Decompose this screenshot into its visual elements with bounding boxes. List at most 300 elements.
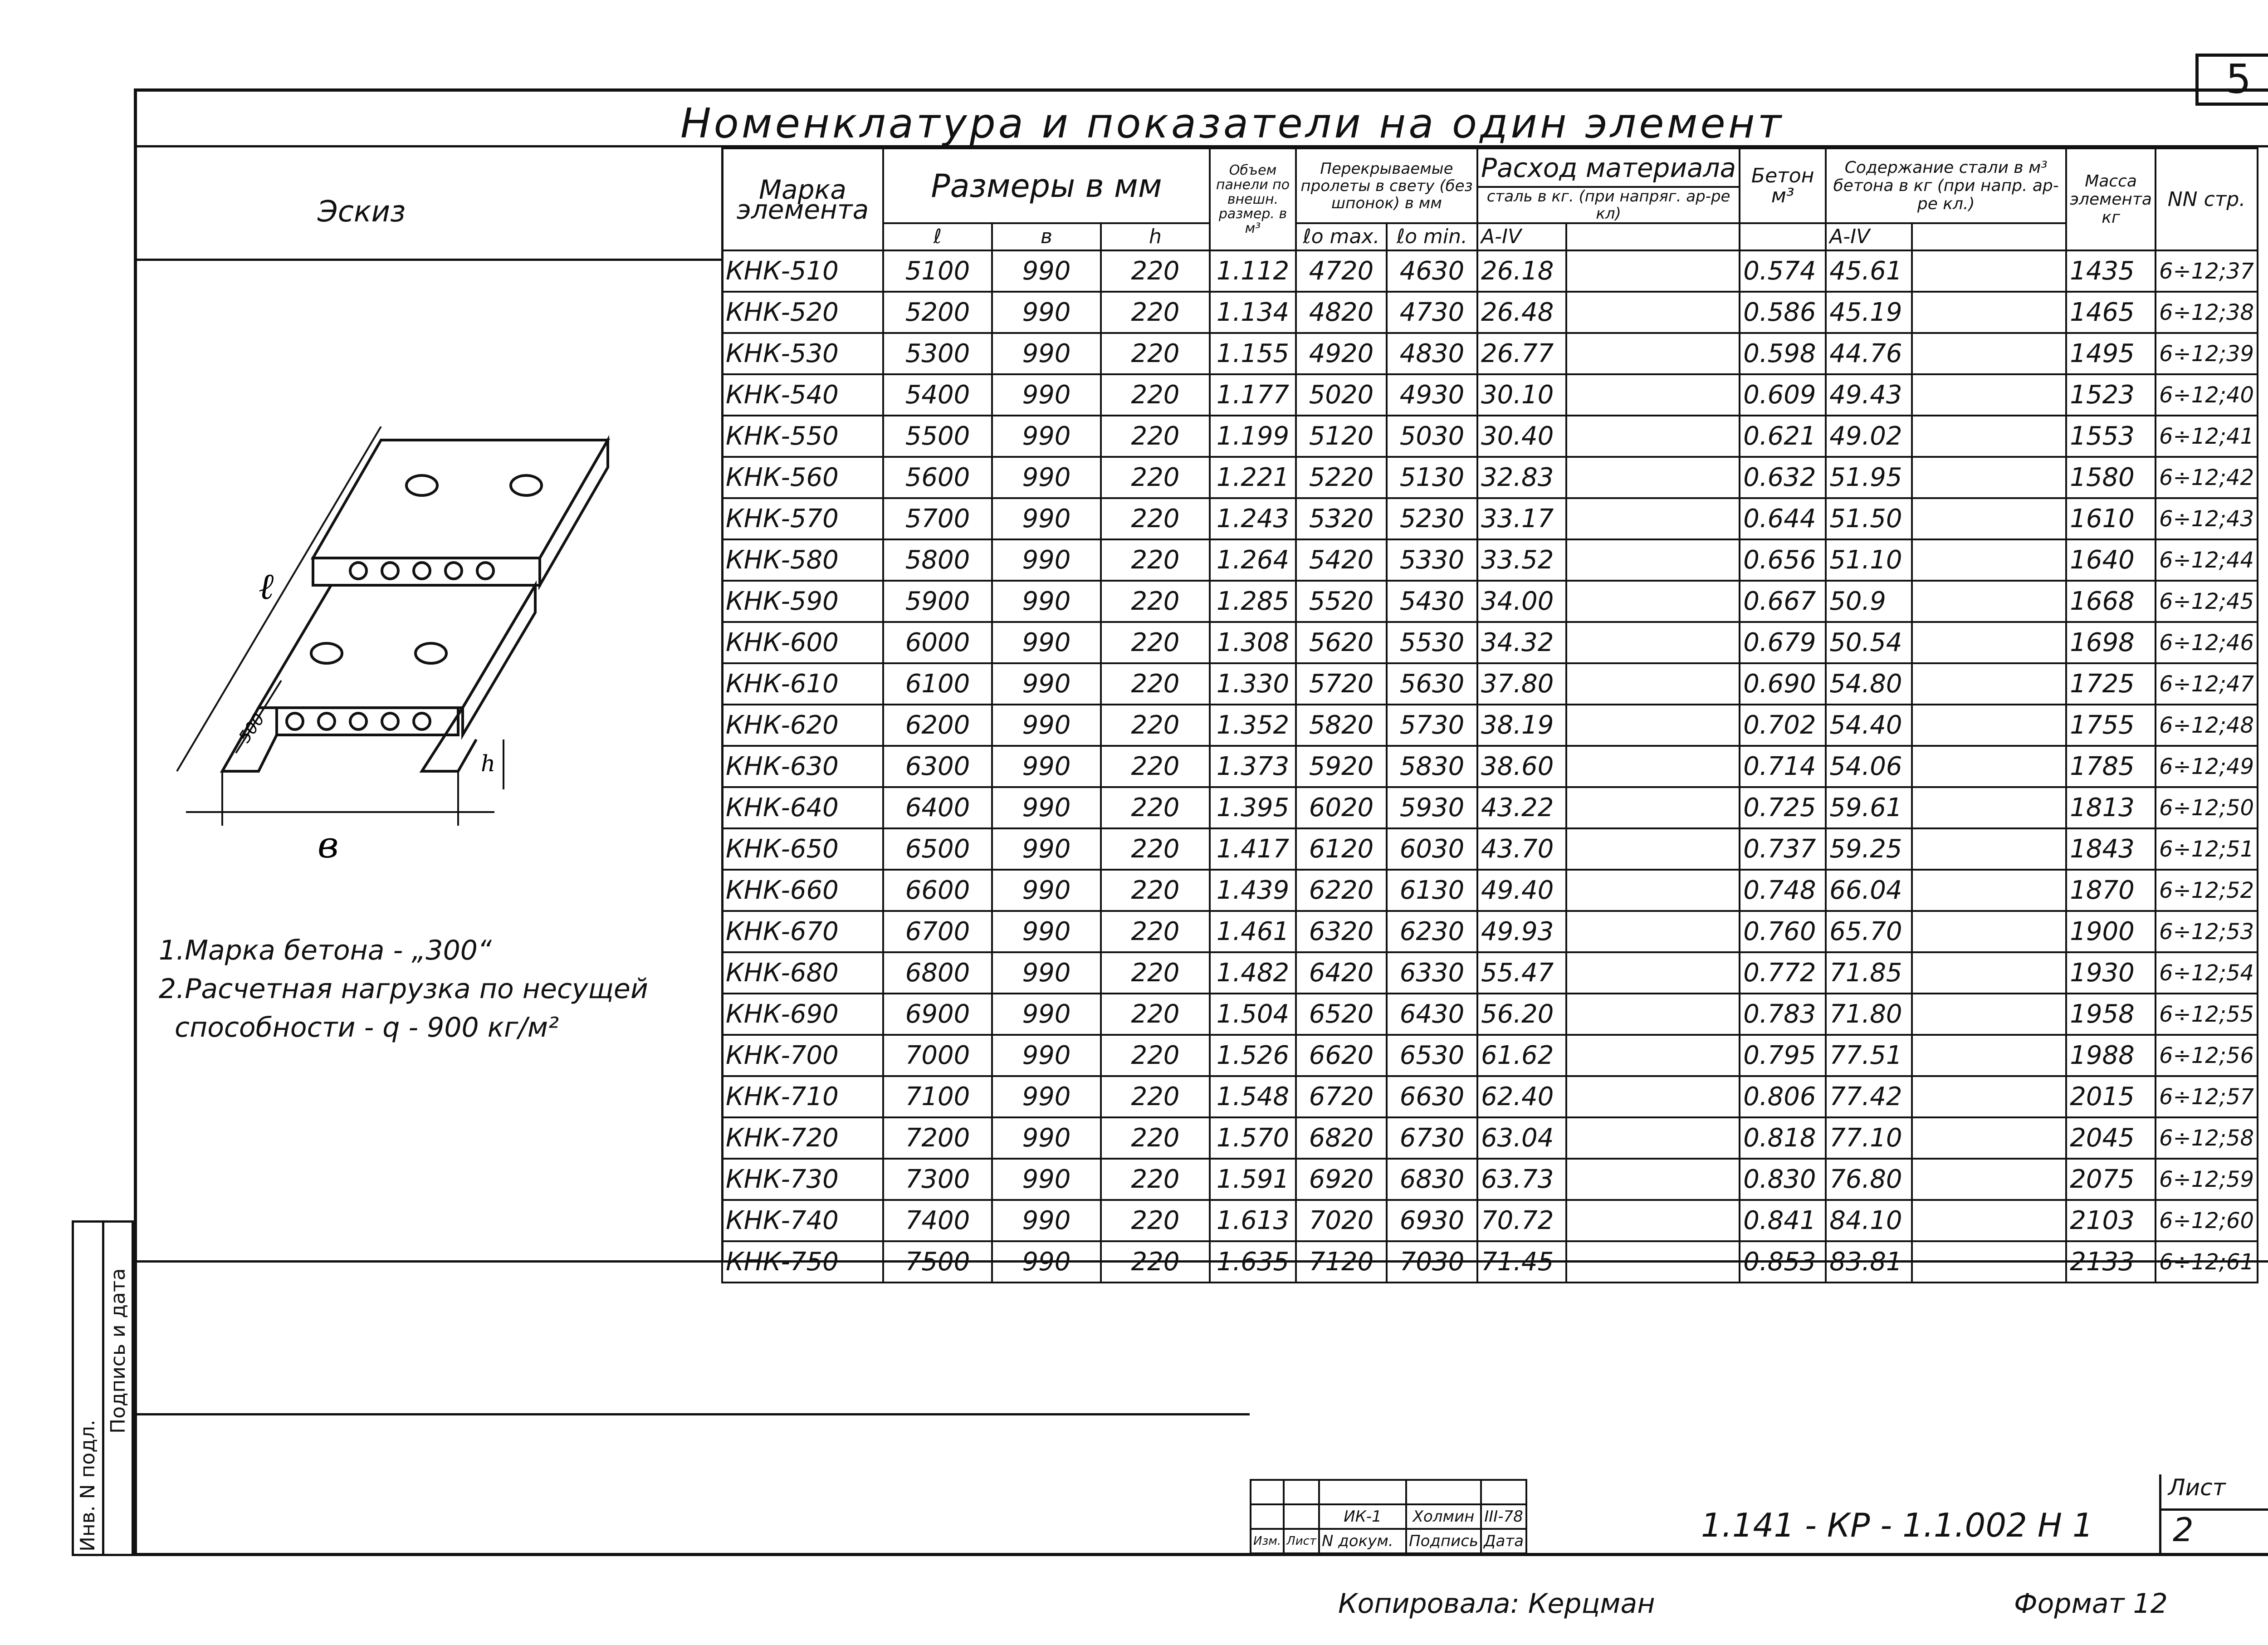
row-volume: 1.373 bbox=[1210, 746, 1296, 787]
row-steel-blank bbox=[1566, 1076, 1740, 1117]
row-steel-blank bbox=[1566, 705, 1740, 746]
row-h: 220 bbox=[1101, 705, 1210, 746]
row-pages: 6÷12;40 bbox=[2156, 374, 2258, 416]
row-steel-blank bbox=[1566, 911, 1740, 952]
table-row bbox=[722, 705, 2258, 746]
table-row bbox=[722, 1076, 2258, 1117]
row-steel: 71.45 bbox=[1477, 1241, 1566, 1283]
document-number: 1.141 - КР - 1.1.002 Н 1 bbox=[1701, 1506, 2093, 1544]
row-h: 220 bbox=[1101, 622, 1210, 663]
row-steel-blank bbox=[1566, 746, 1740, 787]
row-steel: 38.19 bbox=[1477, 705, 1566, 746]
row-l: 5700 bbox=[883, 498, 992, 539]
table-row bbox=[722, 746, 2258, 787]
row-l: 5800 bbox=[883, 539, 992, 581]
row-concrete: 0.760 bbox=[1740, 911, 1826, 952]
tb-hdr-izm: Изм. bbox=[1251, 1529, 1284, 1553]
row-steel-blank bbox=[1566, 870, 1740, 911]
row-sc-blank bbox=[1912, 705, 2066, 746]
col-a4b-header: А-IV bbox=[1826, 223, 1912, 250]
row-lomax: 6720 bbox=[1296, 1076, 1387, 1117]
table-row bbox=[722, 457, 2258, 498]
row-l: 5500 bbox=[883, 416, 992, 457]
row-steel: 26.48 bbox=[1477, 292, 1566, 333]
row-steel: 49.93 bbox=[1477, 911, 1566, 952]
row-lomax: 6120 bbox=[1296, 828, 1387, 870]
row-steel-content: 59.61 bbox=[1826, 787, 1912, 828]
row-sc-blank bbox=[1912, 994, 2066, 1035]
row-volume: 1.461 bbox=[1210, 911, 1296, 952]
tb-doc: ИК-1 bbox=[1319, 1504, 1406, 1529]
row-volume: 1.504 bbox=[1210, 994, 1296, 1035]
row-l: 5100 bbox=[883, 250, 992, 292]
lift-hole bbox=[415, 643, 446, 663]
row-concrete: 0.772 bbox=[1740, 952, 1826, 994]
row-h: 220 bbox=[1101, 581, 1210, 622]
row-mark: КНК-720 bbox=[722, 1117, 883, 1159]
row-steel-content: 51.50 bbox=[1826, 498, 1912, 539]
row-mass: 1930 bbox=[2066, 952, 2156, 994]
row-steel: 62.40 bbox=[1477, 1076, 1566, 1117]
row-concrete: 0.737 bbox=[1740, 828, 1826, 870]
row-steel-content: 76.80 bbox=[1826, 1159, 1912, 1200]
row-mass: 1640 bbox=[2066, 539, 2156, 581]
col-mark-header: Марка элемента bbox=[722, 148, 883, 250]
row-steel: 33.52 bbox=[1477, 539, 1566, 581]
row-mass: 1785 bbox=[2066, 746, 2156, 787]
row-steel-blank bbox=[1566, 498, 1740, 539]
row-pages: 6÷12;60 bbox=[2156, 1200, 2258, 1241]
copied-by: Копировала: Керцман bbox=[1338, 1588, 1655, 1620]
row-mark: КНК-710 bbox=[722, 1076, 883, 1117]
row-volume: 1.526 bbox=[1210, 1035, 1296, 1076]
row-volume: 1.112 bbox=[1210, 250, 1296, 292]
row-lomax: 6820 bbox=[1296, 1117, 1387, 1159]
row-concrete: 0.690 bbox=[1740, 663, 1826, 705]
row-sc-blank bbox=[1912, 333, 2066, 374]
row-volume: 1.482 bbox=[1210, 952, 1296, 994]
col-lomax-header: ℓo max. bbox=[1296, 223, 1387, 250]
sketch-header: Эскиз bbox=[318, 195, 406, 229]
row-steel: 63.04 bbox=[1477, 1117, 1566, 1159]
row-l: 5900 bbox=[883, 581, 992, 622]
row-lomin: 6430 bbox=[1387, 994, 1477, 1035]
col-l-header: ℓ bbox=[883, 223, 992, 250]
row-pages: 6÷12;43 bbox=[2156, 498, 2258, 539]
row-lomax: 6020 bbox=[1296, 787, 1387, 828]
row-pages: 6÷12;46 bbox=[2156, 622, 2258, 663]
title-block-grid bbox=[1250, 1479, 1527, 1554]
row-b: 990 bbox=[992, 1159, 1101, 1200]
table-row bbox=[722, 787, 2258, 828]
row-concrete: 0.725 bbox=[1740, 787, 1826, 828]
row-mark: КНК-670 bbox=[722, 911, 883, 952]
row-mark: КНК-530 bbox=[722, 333, 883, 374]
col-pages-header: NN стр. bbox=[2156, 148, 2258, 250]
row-steel-content: 54.40 bbox=[1826, 705, 1912, 746]
row-steel: 43.22 bbox=[1477, 787, 1566, 828]
row-lomax: 5820 bbox=[1296, 705, 1387, 746]
row-mass: 1813 bbox=[2066, 787, 2156, 828]
row-volume: 1.417 bbox=[1210, 828, 1296, 870]
row-steel: 26.18 bbox=[1477, 250, 1566, 292]
row-steel-content: 51.10 bbox=[1826, 539, 1912, 581]
row-mark: КНК-750 bbox=[722, 1241, 883, 1283]
row-steel-content: 77.10 bbox=[1826, 1117, 1912, 1159]
row-lomin: 5830 bbox=[1387, 746, 1477, 787]
row-mark: КНК-540 bbox=[722, 374, 883, 416]
row-steel: 49.40 bbox=[1477, 870, 1566, 911]
row-lomax: 6920 bbox=[1296, 1159, 1387, 1200]
row-l: 5600 bbox=[883, 457, 992, 498]
row-h: 220 bbox=[1101, 911, 1210, 952]
row-b: 990 bbox=[992, 1117, 1101, 1159]
row-b: 990 bbox=[992, 1035, 1101, 1076]
row-h: 220 bbox=[1101, 250, 1210, 292]
row-mark: КНК-560 bbox=[722, 457, 883, 498]
row-mass: 1755 bbox=[2066, 705, 2156, 746]
row-lomin: 4830 bbox=[1387, 333, 1477, 374]
row-steel-content: 45.19 bbox=[1826, 292, 1912, 333]
row-steel-content: 77.51 bbox=[1826, 1035, 1912, 1076]
row-pages: 6÷12;52 bbox=[2156, 870, 2258, 911]
row-steel-content: 49.43 bbox=[1826, 374, 1912, 416]
row-pages: 6÷12;37 bbox=[2156, 250, 2258, 292]
row-sc-blank bbox=[1912, 250, 2066, 292]
row-lomax: 5920 bbox=[1296, 746, 1387, 787]
row-steel-blank bbox=[1566, 1035, 1740, 1076]
row-mass: 1725 bbox=[2066, 663, 2156, 705]
row-b: 990 bbox=[992, 746, 1101, 787]
row-lomax: 5520 bbox=[1296, 581, 1387, 622]
row-h: 220 bbox=[1101, 416, 1210, 457]
row-b: 990 bbox=[992, 1200, 1101, 1241]
row-steel-content: 49.02 bbox=[1826, 416, 1912, 457]
row-lomin: 5730 bbox=[1387, 705, 1477, 746]
row-mark: КНК-570 bbox=[722, 498, 883, 539]
lower-panel-top bbox=[259, 585, 535, 708]
row-mass: 2045 bbox=[2066, 1117, 2156, 1159]
row-mark: КНК-690 bbox=[722, 994, 883, 1035]
row-mass: 1610 bbox=[2066, 498, 2156, 539]
row-lomin: 6530 bbox=[1387, 1035, 1477, 1076]
row-volume: 1.635 bbox=[1210, 1241, 1296, 1283]
table-row bbox=[722, 994, 2258, 1035]
row-pages: 6÷12;42 bbox=[2156, 457, 2258, 498]
row-b: 990 bbox=[992, 911, 1101, 952]
note-concrete-grade: 1.Марка бетона - „300“ bbox=[159, 935, 492, 966]
row-b: 990 bbox=[992, 416, 1101, 457]
row-steel: 30.10 bbox=[1477, 374, 1566, 416]
row-volume: 1.570 bbox=[1210, 1117, 1296, 1159]
row-b: 990 bbox=[992, 292, 1101, 333]
row-steel: 26.77 bbox=[1477, 333, 1566, 374]
row-concrete: 0.841 bbox=[1740, 1200, 1826, 1241]
row-lomax: 4820 bbox=[1296, 292, 1387, 333]
row-l: 7300 bbox=[883, 1159, 992, 1200]
row-h: 220 bbox=[1101, 828, 1210, 870]
row-concrete: 0.783 bbox=[1740, 994, 1826, 1035]
row-mark: КНК-680 bbox=[722, 952, 883, 994]
row-volume: 1.134 bbox=[1210, 292, 1296, 333]
row-lomax: 5620 bbox=[1296, 622, 1387, 663]
row-concrete: 0.679 bbox=[1740, 622, 1826, 663]
row-h: 220 bbox=[1101, 333, 1210, 374]
row-mark: КНК-640 bbox=[722, 787, 883, 828]
row-lomin: 7030 bbox=[1387, 1241, 1477, 1283]
table-row bbox=[722, 333, 2258, 374]
row-steel: 33.17 bbox=[1477, 498, 1566, 539]
row-sc-blank bbox=[1912, 374, 2066, 416]
row-pages: 6÷12;41 bbox=[2156, 416, 2258, 457]
row-steel: 43.70 bbox=[1477, 828, 1566, 870]
row-pages: 6÷12;48 bbox=[2156, 705, 2258, 746]
row-mass: 1698 bbox=[2066, 622, 2156, 663]
row-volume: 1.199 bbox=[1210, 416, 1296, 457]
row-lomin: 5430 bbox=[1387, 581, 1477, 622]
row-mark: КНК-510 bbox=[722, 250, 883, 292]
sheet-value: 2 bbox=[2173, 1511, 2194, 1549]
row-b: 990 bbox=[992, 374, 1101, 416]
row-h: 220 bbox=[1101, 994, 1210, 1035]
row-lomax: 5320 bbox=[1296, 498, 1387, 539]
col-lomin-header: ℓo min. bbox=[1387, 223, 1477, 250]
col-b-header: в bbox=[992, 223, 1101, 250]
row-concrete: 0.621 bbox=[1740, 416, 1826, 457]
row-mass: 1668 bbox=[2066, 581, 2156, 622]
row-h: 220 bbox=[1101, 1200, 1210, 1241]
row-lomax: 4920 bbox=[1296, 333, 1387, 374]
row-b: 990 bbox=[992, 250, 1101, 292]
sketch-label-b: в bbox=[318, 824, 339, 866]
row-sc-blank bbox=[1912, 787, 2066, 828]
col-steel-header: сталь в кг. (при напряг. ар-ре кл) bbox=[1477, 187, 1740, 223]
row-lomin: 5630 bbox=[1387, 663, 1477, 705]
row-h: 220 bbox=[1101, 870, 1210, 911]
row-lomin: 5530 bbox=[1387, 622, 1477, 663]
row-mark: КНК-600 bbox=[722, 622, 883, 663]
row-lomax: 6620 bbox=[1296, 1035, 1387, 1076]
row-b: 990 bbox=[992, 952, 1101, 994]
row-pages: 6÷12;39 bbox=[2156, 333, 2258, 374]
row-steel: 61.62 bbox=[1477, 1035, 1566, 1076]
row-mark: КНК-610 bbox=[722, 663, 883, 705]
row-steel-blank bbox=[1566, 457, 1740, 498]
row-steel-blank bbox=[1566, 1117, 1740, 1159]
row-h: 220 bbox=[1101, 498, 1210, 539]
row-concrete: 0.609 bbox=[1740, 374, 1826, 416]
row-steel-content: 54.80 bbox=[1826, 663, 1912, 705]
row-pages: 6÷12;53 bbox=[2156, 911, 2258, 952]
row-steel-content: 44.76 bbox=[1826, 333, 1912, 374]
row-b: 990 bbox=[992, 705, 1101, 746]
row-steel-blank bbox=[1566, 828, 1740, 870]
row-mass: 1435 bbox=[2066, 250, 2156, 292]
row-pages: 6÷12;38 bbox=[2156, 292, 2258, 333]
row-l: 6600 bbox=[883, 870, 992, 911]
row-steel-blank bbox=[1566, 292, 1740, 333]
row-steel-content: 59.25 bbox=[1826, 828, 1912, 870]
row-concrete: 0.714 bbox=[1740, 746, 1826, 787]
row-volume: 1.352 bbox=[1210, 705, 1296, 746]
col-mass-header: Масса элемента кг bbox=[2066, 148, 2156, 250]
row-sc-blank bbox=[1912, 746, 2066, 787]
row-volume: 1.330 bbox=[1210, 663, 1296, 705]
row-mass: 1580 bbox=[2066, 457, 2156, 498]
row-steel: 63.73 bbox=[1477, 1159, 1566, 1200]
row-pages: 6÷12;50 bbox=[2156, 787, 2258, 828]
row-concrete: 0.656 bbox=[1740, 539, 1826, 581]
row-sc-blank bbox=[1912, 952, 2066, 994]
row-concrete: 0.667 bbox=[1740, 581, 1826, 622]
table-row bbox=[722, 870, 2258, 911]
row-lomax: 7120 bbox=[1296, 1241, 1387, 1283]
row-mark: КНК-520 bbox=[722, 292, 883, 333]
row-pages: 6÷12;61 bbox=[2156, 1241, 2258, 1283]
col-volume-header: Объем панели по внешн. размер. в м³ bbox=[1210, 148, 1296, 250]
row-h: 220 bbox=[1101, 787, 1210, 828]
row-pages: 6÷12;59 bbox=[2156, 1159, 2258, 1200]
row-mark: КНК-700 bbox=[722, 1035, 883, 1076]
row-volume: 1.155 bbox=[1210, 333, 1296, 374]
row-steel-content: 50.54 bbox=[1826, 622, 1912, 663]
table-row bbox=[722, 663, 2258, 705]
row-b: 990 bbox=[992, 828, 1101, 870]
row-mass: 2075 bbox=[2066, 1159, 2156, 1200]
row-steel-blank bbox=[1566, 581, 1740, 622]
row-steel-content: 54.06 bbox=[1826, 746, 1912, 787]
table-row bbox=[722, 416, 2258, 457]
row-mass: 1900 bbox=[2066, 911, 2156, 952]
row-b: 990 bbox=[992, 333, 1101, 374]
row-steel-content: 66.04 bbox=[1826, 870, 1912, 911]
table-row bbox=[722, 952, 2258, 994]
row-l: 5200 bbox=[883, 292, 992, 333]
row-mass: 2133 bbox=[2066, 1241, 2156, 1283]
table-row bbox=[722, 374, 2258, 416]
row-pages: 6÷12;54 bbox=[2156, 952, 2258, 994]
row-lomin: 5930 bbox=[1387, 787, 1477, 828]
row-h: 220 bbox=[1101, 1117, 1210, 1159]
row-lomin: 5030 bbox=[1387, 416, 1477, 457]
table-row bbox=[722, 911, 2258, 952]
stamp-divider bbox=[134, 1413, 1250, 1415]
row-lomin: 5230 bbox=[1387, 498, 1477, 539]
row-sc-blank bbox=[1912, 870, 2066, 911]
tb-hdr-ndoc: N докум. bbox=[1319, 1529, 1406, 1553]
row-steel: 38.60 bbox=[1477, 746, 1566, 787]
row-sc-blank bbox=[1912, 1200, 2066, 1241]
page-title: Номенклатура и показатели на один элемент bbox=[680, 100, 1784, 147]
row-lomin: 6930 bbox=[1387, 1200, 1477, 1241]
row-l: 6700 bbox=[883, 911, 992, 952]
upper-panel-side bbox=[540, 440, 608, 585]
upper-panel-front bbox=[313, 558, 540, 585]
row-concrete: 0.806 bbox=[1740, 1076, 1826, 1117]
row-mark: КНК-580 bbox=[722, 539, 883, 581]
row-pages: 6÷12;58 bbox=[2156, 1117, 2258, 1159]
row-lomin: 4730 bbox=[1387, 292, 1477, 333]
row-l: 7500 bbox=[883, 1241, 992, 1283]
row-sc-blank bbox=[1912, 911, 2066, 952]
row-pages: 6÷12;44 bbox=[2156, 539, 2258, 581]
row-h: 220 bbox=[1101, 1241, 1210, 1283]
row-pages: 6÷12;49 bbox=[2156, 746, 2258, 787]
row-l: 6400 bbox=[883, 787, 992, 828]
row-mass: 1523 bbox=[2066, 374, 2156, 416]
row-steel-content: 84.10 bbox=[1826, 1200, 1912, 1241]
row-l: 6300 bbox=[883, 746, 992, 787]
row-sc-blank bbox=[1912, 498, 2066, 539]
row-mark: КНК-660 bbox=[722, 870, 883, 911]
row-l: 5300 bbox=[883, 333, 992, 374]
row-mark: КНК-650 bbox=[722, 828, 883, 870]
row-l: 6000 bbox=[883, 622, 992, 663]
row-steel: 55.47 bbox=[1477, 952, 1566, 994]
row-steel-blank bbox=[1566, 1159, 1740, 1200]
tb-hdr-sign: Подпись bbox=[1406, 1529, 1481, 1553]
row-sc-blank bbox=[1912, 1076, 2066, 1117]
row-pages: 6÷12;56 bbox=[2156, 1035, 2258, 1076]
row-pages: 6÷12;51 bbox=[2156, 828, 2258, 870]
row-steel-content: 50.9 bbox=[1826, 581, 1912, 622]
lift-hole bbox=[311, 643, 342, 663]
col-sc-blank bbox=[1912, 223, 2066, 250]
row-sc-blank bbox=[1912, 539, 2066, 581]
row-steel-blank bbox=[1566, 1200, 1740, 1241]
col-concrete-header: Бетон м³ bbox=[1740, 148, 1826, 223]
row-concrete: 0.830 bbox=[1740, 1159, 1826, 1200]
row-pages: 6÷12;45 bbox=[2156, 581, 2258, 622]
row-lomax: 6520 bbox=[1296, 994, 1387, 1035]
row-h: 220 bbox=[1101, 952, 1210, 994]
col-spans-header: Перекрываемые пролеты в свету (без шпонок) в мм bbox=[1296, 148, 1477, 223]
row-sc-blank bbox=[1912, 1117, 2066, 1159]
lift-hole bbox=[511, 475, 542, 495]
row-steel: 56.20 bbox=[1477, 994, 1566, 1035]
row-steel-content: 65.70 bbox=[1826, 911, 1912, 952]
row-steel: 30.40 bbox=[1477, 416, 1566, 457]
row-concrete: 0.853 bbox=[1740, 1241, 1826, 1283]
col-steel-blank bbox=[1566, 223, 1740, 250]
table-row bbox=[722, 1159, 2258, 1200]
row-concrete: 0.818 bbox=[1740, 1117, 1826, 1159]
row-lomax: 5420 bbox=[1296, 539, 1387, 581]
tb-sign-name: Холмин bbox=[1406, 1504, 1481, 1529]
row-h: 220 bbox=[1101, 1159, 1210, 1200]
upper-panel-top bbox=[313, 440, 608, 558]
row-mass: 2103 bbox=[2066, 1200, 2156, 1241]
row-l: 5400 bbox=[883, 374, 992, 416]
row-l: 7200 bbox=[883, 1117, 992, 1159]
sketch-label-l: ℓ bbox=[259, 565, 274, 607]
row-mark: КНК-740 bbox=[722, 1200, 883, 1241]
row-steel: 70.72 bbox=[1477, 1200, 1566, 1241]
note-load-line1: 2.Расчетная нагрузка по несущей bbox=[159, 973, 648, 1005]
row-mass: 1465 bbox=[2066, 292, 2156, 333]
table-row bbox=[722, 498, 2258, 539]
row-sc-blank bbox=[1912, 581, 2066, 622]
row-mass: 1843 bbox=[2066, 828, 2156, 870]
row-lomin: 6830 bbox=[1387, 1159, 1477, 1200]
table-row bbox=[722, 1200, 2258, 1241]
row-steel-blank bbox=[1566, 622, 1740, 663]
elements-table bbox=[721, 147, 2258, 1283]
row-volume: 1.308 bbox=[1210, 622, 1296, 663]
table-row bbox=[722, 250, 2258, 292]
row-mark: КНК-730 bbox=[722, 1159, 883, 1200]
row-mark: КНК-630 bbox=[722, 746, 883, 787]
